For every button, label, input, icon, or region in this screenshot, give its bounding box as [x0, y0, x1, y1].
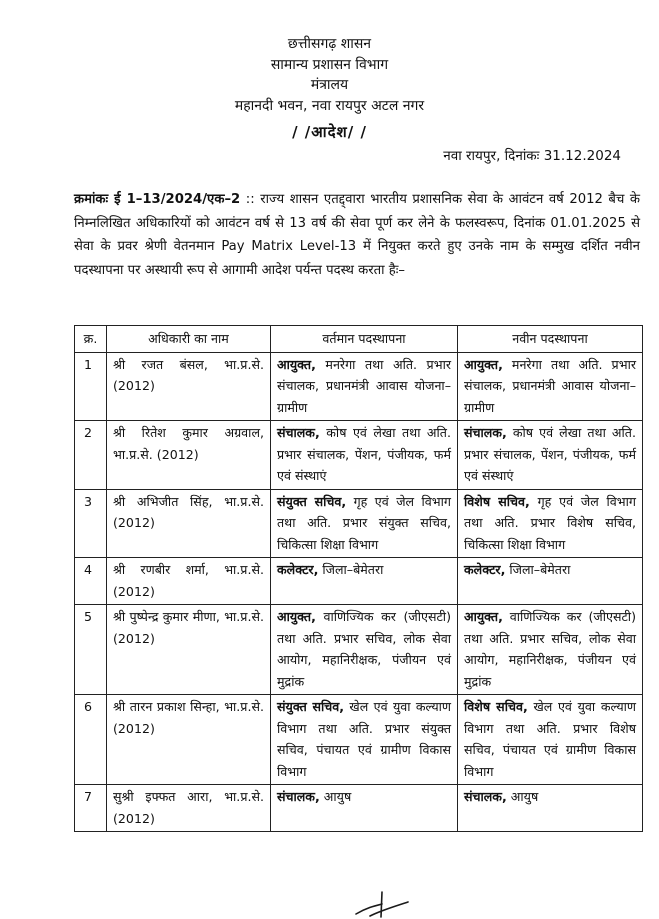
- officer-name: श्री रणबीर शर्मा, भा.प्र.से. (2012): [107, 558, 271, 605]
- table-row: [75, 558, 643, 605]
- current-designation: संचालक,: [277, 789, 320, 804]
- order-paragraph: [74, 188, 640, 282]
- current-posting: [271, 785, 458, 832]
- new-posting: [458, 558, 643, 605]
- serial-number: 4: [75, 558, 107, 605]
- officer-name: श्री रजत बंसल, भा.प्र.से. (2012): [107, 352, 271, 421]
- current-posting-detail: कोष एवं लेखा तथा अति. प्रभार संचालक, पेंशन, पंजीयक, फर्म एवं संस्थाएं: [277, 425, 451, 483]
- secretariat-name: मंत्रालय: [310, 77, 349, 93]
- serial-number: 5: [75, 605, 107, 695]
- serial-number: 2: [75, 421, 107, 490]
- new-posting: [458, 695, 643, 785]
- new-designation: विशेष सचिव,: [464, 699, 528, 714]
- officer-name: श्री तारन प्रकाश सिन्हा, भा.प्र.से. (2012): [107, 695, 271, 785]
- posting-table: [74, 325, 643, 832]
- current-designation: संयुक्त सचिव,: [277, 699, 345, 714]
- new-designation: संचालक,: [464, 425, 507, 440]
- table-row: [75, 695, 643, 785]
- current-designation: कलेक्टर,: [277, 562, 319, 577]
- serial-number: 1: [75, 352, 107, 421]
- table-row: [75, 605, 643, 695]
- signature-mark: [352, 890, 412, 919]
- header-new-posting: नवीन पदस्थापना: [458, 326, 643, 353]
- table-row: [75, 352, 643, 421]
- current-posting-detail: गृह एवं जेल विभाग तथा अति. प्रभार संयुक्त सचिव, चिकित्सा शिक्षा विभाग: [277, 493, 451, 552]
- new-posting-detail: जिला–बेमेतरा: [505, 562, 571, 577]
- table-header-row: [75, 326, 643, 353]
- new-posting: [458, 785, 643, 832]
- new-posting-detail: वाणिज्यिक कर (जीएसटी) तथा अति. प्रभार सचिव, लोक सेवा आयोग, महानिरीक्षक, पंजीयन एवं मुद्रांक: [464, 609, 636, 689]
- table-row: [75, 785, 643, 832]
- serial-number: 7: [75, 785, 107, 832]
- new-designation: विशेष सचिव,: [464, 493, 530, 509]
- current-posting-detail: जिला–बेमेतरा: [318, 562, 384, 577]
- new-posting-detail: मनरेगा तथा अति. प्रभार संचालक, प्रधानमंत्री आवास योजना–ग्रामीण: [464, 356, 636, 415]
- department-name: सामान्य प्रशासन विभाग: [270, 56, 389, 73]
- current-posting: [271, 558, 458, 605]
- current-designation: आयुक्त,: [277, 609, 316, 624]
- current-designation: संचालक,: [277, 425, 320, 440]
- order-heading: / /आदेश/ /: [292, 123, 367, 141]
- officer-name: श्री रितेश कुमार अग्रवाल, भा.प्र.से. (2012): [107, 421, 271, 490]
- table-row: [75, 489, 643, 558]
- current-designation: संयुक्त सचिव,: [277, 493, 347, 509]
- officer-name: श्री अभिजीत सिंह, भा.प्र.से. (2012): [107, 489, 271, 558]
- place-and-date: नवा रायपुर, दिनांकः 31.12.2024: [443, 148, 621, 164]
- officer-name: सुश्री इफ्फत आरा, भा.प्र.से. (2012): [107, 785, 271, 832]
- current-posting-detail: आयुष: [319, 789, 352, 804]
- new-posting-detail: आयुष: [506, 789, 539, 804]
- new-posting-detail: गृह एवं जेल विभाग तथा अति. प्रभार विशेष सचिव, चिकित्सा शिक्षा विभाग: [464, 493, 636, 552]
- header-officer-name: अधिकारी का नाम: [107, 326, 271, 353]
- new-designation: आयुक्त,: [464, 609, 503, 624]
- current-posting-detail: वाणिज्यिक कर (जीएसटी) तथा अति. प्रभार सचिव, लोक सेवा आयोग, महानिरीक्षक, पंजीयन एवं मुद्रांक: [277, 609, 451, 689]
- new-designation: संचालक,: [464, 789, 507, 804]
- current-posting-detail: खेल एवं युवा कल्याण विभाग तथा अति. प्रभार संयुक्त सचिव, पंचायत एवं ग्रामीण विकास विभाग: [277, 699, 451, 779]
- new-posting: [458, 605, 643, 695]
- new-posting: [458, 421, 643, 490]
- order-reference-number: क्रमांकः ई 1–13/2024/एक–2: [74, 192, 241, 207]
- new-designation: कलेक्टर,: [464, 562, 506, 577]
- government-name: छत्तीसगढ़ शासन: [287, 36, 372, 52]
- officer-name: श्री पुष्पेन्द्र कुमार मीणा, भा.प्र.से. (2012): [107, 605, 271, 695]
- current-posting-detail: मनरेगा तथा अति. प्रभार संचालक, प्रधानमंत्री आवास योजना–ग्रामीण: [277, 356, 451, 415]
- office-address: महानदी भवन, नवा रायपुर अटल नगर: [234, 97, 425, 114]
- header-serial: क्र.: [75, 326, 107, 353]
- new-designation: आयुक्त,: [464, 356, 503, 372]
- current-posting: [271, 352, 458, 421]
- current-posting: [271, 695, 458, 785]
- letterhead: [0, 34, 659, 116]
- serial-number: 6: [75, 695, 107, 785]
- current-designation: आयुक्त,: [277, 356, 316, 372]
- new-posting-detail: खेल एवं युवा कल्याण विभाग तथा अति. प्रभार विशेष सचिव, पंचायत एवं ग्रामीण विकास विभाग: [464, 699, 636, 779]
- order-body-text: :: राज्य शासन एतद्द्वारा भारतीय प्रशासनिक सेवा के आवंटन वर्ष 2012 बैच के निम्नलिखित अधिकारियों को आवंटन वर्ष से 13 वर्ष की सेवा पूर्ण कर लेने के फलस्वरूप, दिनांक 01.01.2025 से सेवा के प्रवर श्रेणी वेतनमान Pay Matrix Level-13 में नियुक्त करते हुए उनके नाम के सम्मुख दर्शित नवीन पदस्थापना पर अस्थायी रूप से आगामी आदेश पर्यन्त पदस्थ करता हैः–: [74, 192, 640, 278]
- table-row: [75, 421, 643, 490]
- new-posting-detail: कोष एवं लेखा तथा अति. प्रभार संचालक, पेंशन, पंजीयक, फर्म एवं संस्थाएं: [464, 425, 636, 483]
- current-posting: [271, 605, 458, 695]
- current-posting: [271, 489, 458, 558]
- current-posting: [271, 421, 458, 490]
- serial-number: 3: [75, 489, 107, 558]
- header-current-posting: वर्तमान पदस्थापना: [271, 326, 458, 353]
- new-posting: [458, 489, 643, 558]
- new-posting: [458, 352, 643, 421]
